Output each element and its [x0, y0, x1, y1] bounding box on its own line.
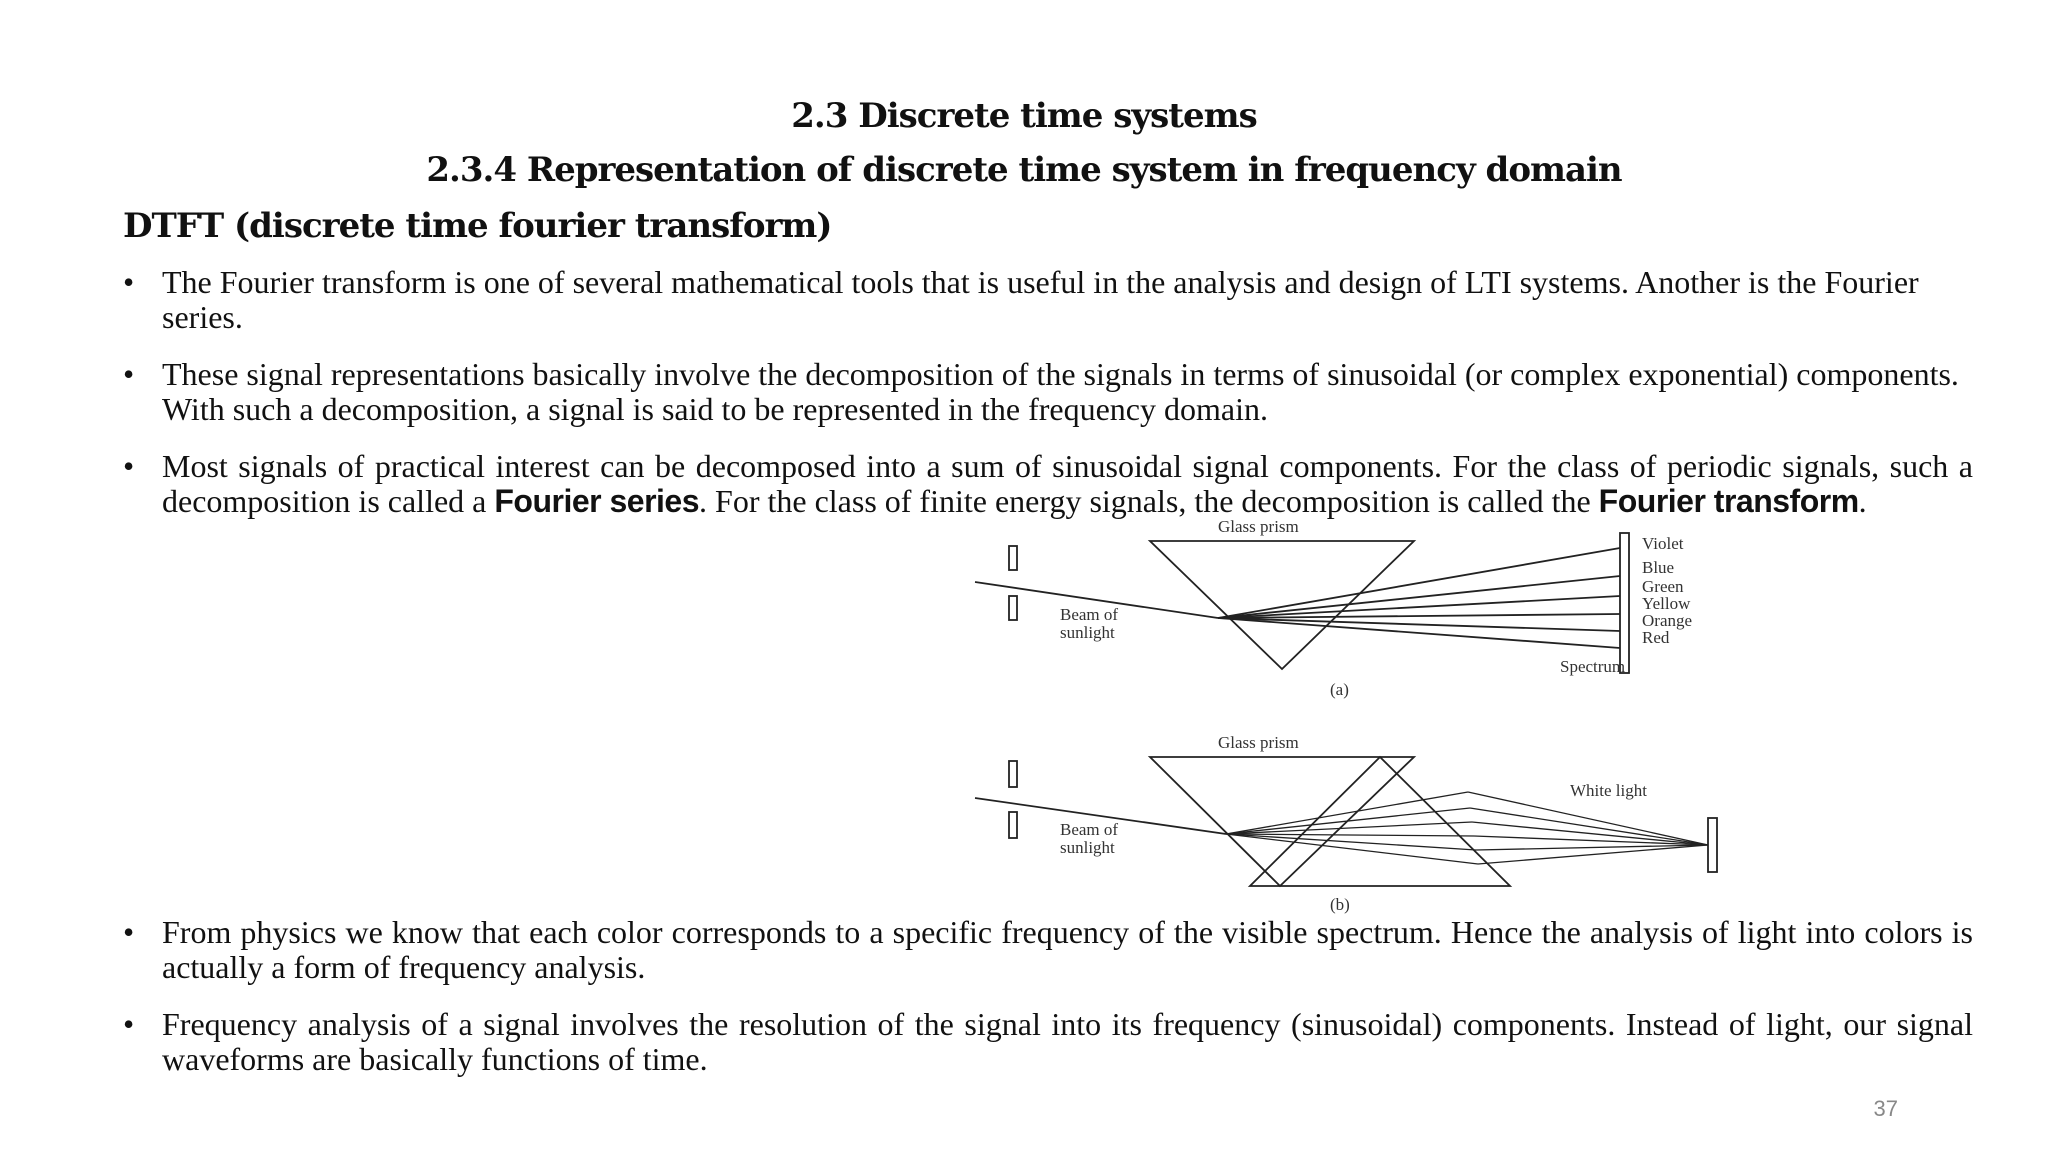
beam-label-b-line1: Beam of [1060, 820, 1119, 839]
page-number: 37 [1873, 1096, 1898, 1121]
bullet-marker: • [123, 1006, 135, 1042]
bullet-marker: • [123, 914, 135, 950]
color-label-yellow: Yellow [1642, 594, 1691, 613]
bullet-item [123, 915, 1973, 985]
bullet-item [123, 1007, 1973, 1077]
caption-b: (b) [1330, 895, 1350, 914]
fourier-series-term: Fourier series [494, 483, 700, 519]
dtft-heading: DTFT (discrete time fourier transform) [123, 206, 832, 246]
section-title: 2.3 Discrete time systems [791, 96, 1257, 136]
color-label-red: Red [1642, 628, 1670, 647]
glass-prism-label-a: Glass prism [1218, 517, 1299, 536]
beam-label-b-line2: sunlight [1060, 838, 1115, 857]
bullet-item [123, 265, 1973, 335]
glass-prism-label-b: Glass prism [1218, 733, 1299, 752]
beam-label-a-line1: Beam of [1060, 605, 1119, 624]
bullet-marker: • [123, 356, 135, 392]
beam-label-a-line2: sunlight [1060, 623, 1115, 642]
bullet-text-part: . For the class of finite energy signals, the decomposition is called the [699, 483, 1599, 519]
bullet-text-part: . [1858, 483, 1867, 519]
color-label-violet: Violet [1642, 534, 1684, 553]
bullet-text: The Fourier transform is one of several mathematical tools that is useful in the analysis and design of LTI systems. Another is the Fourier series. [162, 264, 1919, 335]
bullet-item [123, 357, 1973, 427]
bullet-item [123, 449, 1973, 519]
bullet-marker: • [123, 448, 135, 484]
color-label-blue: Blue [1642, 558, 1675, 577]
caption-a: (a) [1330, 680, 1349, 699]
bullet-text: From physics we know that each color corresponds to a specific frequency of the visible spectrum. Hence the analysis of light into colors is actually a form of frequency analysis. [162, 914, 1973, 985]
white-light-label: White light [1570, 781, 1647, 800]
bullet-text [162, 449, 1973, 519]
bullet-text: These signal representations basically involve the decomposition of the signals in terms of sinusoidal (or complex exponential) components. With such a decomposition, a signal is said to be represented in the frequency domain. [162, 356, 1959, 427]
color-label-orange: Orange [1642, 611, 1693, 630]
subsection-title: 2.3.4 Representation of discrete time system in frequency domain [426, 150, 1622, 190]
color-label-green: Green [1642, 577, 1684, 596]
fourier-transform-term: Fourier transform [1598, 483, 1859, 519]
bullet-text: Frequency analysis of a signal involves the resolution of the signal into its frequency (sinusoidal) components. Instead of light, our signal waveforms are basically functions of time. [162, 1006, 1973, 1077]
bullet-text-part: Most signals of practical interest can be decomposed into a sum of sinusoidal signal components. For the class of periodic signals, such a decomposition is called a [162, 448, 1973, 519]
bullet-marker: • [123, 264, 135, 300]
spectrum-label: Spectrum [1560, 657, 1626, 676]
prism-figure [970, 516, 1740, 916]
